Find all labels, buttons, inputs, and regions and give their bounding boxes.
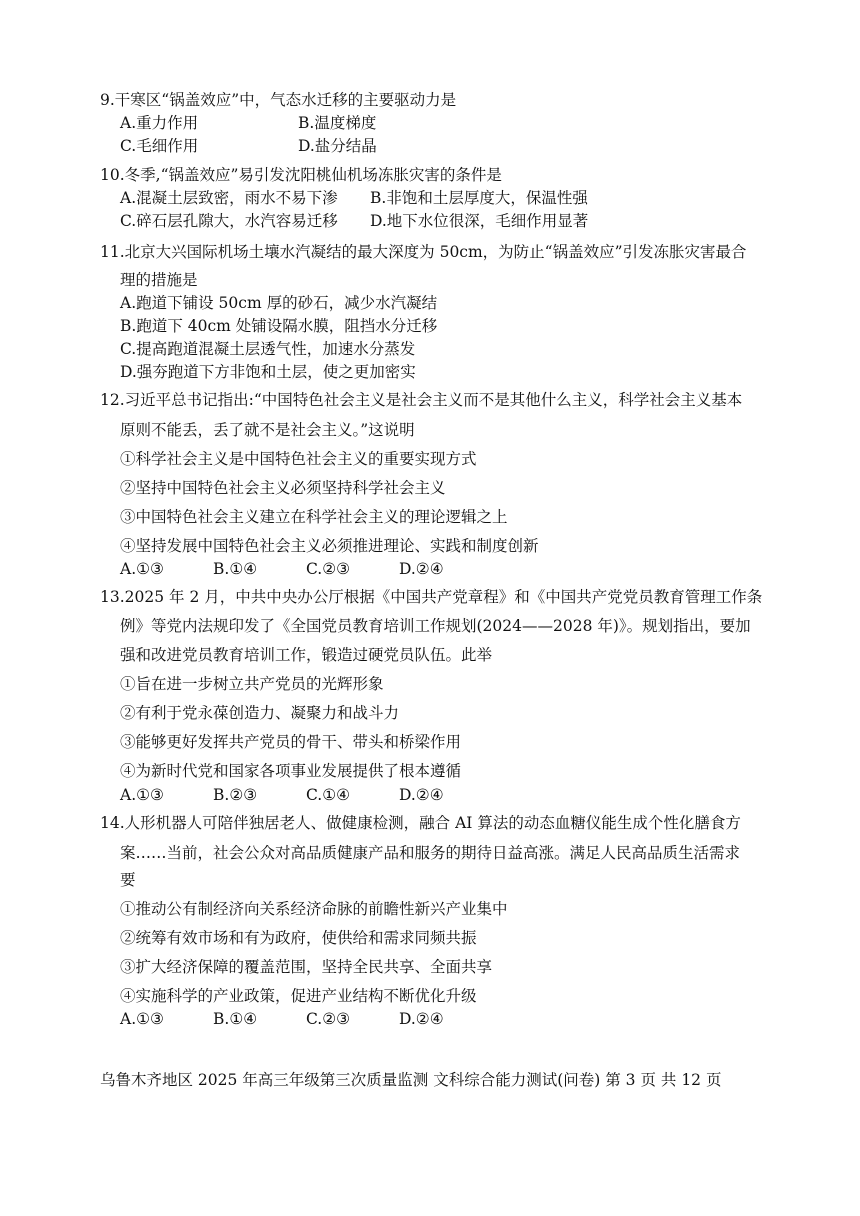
q10-option-b: B.非饱和土层厚度大，保温性强 bbox=[370, 189, 588, 207]
q13-option-a: A.①③ bbox=[120, 786, 164, 804]
q14-item-1: ①推动公有制经济向关系经济命脉的前瞻性新兴产业集中 bbox=[120, 900, 508, 918]
q14-item-3: ③扩大经济保障的覆盖范围，坚持全民共享、全面共享 bbox=[120, 958, 493, 976]
q14-option-d: D.②④ bbox=[399, 1010, 444, 1028]
q12-item-4: ④坚持发展中国特色社会主义必须推进理论、实践和制度创新 bbox=[120, 537, 539, 555]
q9-stem: 9.干寒区“锅盖效应”中，气态水迁移的主要驱动力是 bbox=[100, 91, 457, 109]
q12-option-a: A.①③ bbox=[120, 560, 164, 578]
q14-item-4: ④实施科学的产业政策，促进产业结构不断优化升级 bbox=[120, 987, 477, 1005]
q12-stem-line1: 12.习近平总书记指出:“中国特色社会主义是社会主义而不是其他什么主义，科学社会主义基本 bbox=[100, 391, 743, 409]
q14-stem-line1: 14.人形机器人可陪伴独居老人、做健康检测，融合 AI 算法的动态血糖仪能生成个性化膳食方 bbox=[100, 814, 741, 832]
q13-item-1: ①旨在进一步树立共产党员的光辉形象 bbox=[120, 675, 384, 693]
q14-stem-line3: 要 bbox=[120, 871, 136, 889]
q9-option-a: A.重力作用 bbox=[120, 114, 199, 132]
q10-stem: 10.冬季,“锅盖效应”易引发沈阳桃仙机场冻胀灾害的条件是 bbox=[100, 166, 502, 184]
q13-stem-line2: 例》等党内法规印发了《全国党员教育培训工作规划(2024——2028 年)》。规划指出，要加 bbox=[120, 617, 751, 635]
q12-item-2: ②坚持中国特色社会主义必须坚持科学社会主义 bbox=[120, 479, 446, 497]
q11-option-b: B.跑道下 40cm 处铺设隔水膜，阻挡水分迁移 bbox=[120, 317, 438, 335]
q13-option-b: B.②③ bbox=[213, 786, 258, 804]
q13-option-c: C.①④ bbox=[306, 786, 351, 804]
q13-option-d: D.②④ bbox=[399, 786, 444, 804]
q12-option-d: D.②④ bbox=[399, 560, 444, 578]
q11-stem-line1: 11.北京大兴国际机场土壤水汽凝结的最大深度为 50cm，为防止“锅盖效应”引发冻胀灾害最合 bbox=[100, 243, 747, 261]
q14-item-2: ②统筹有效市场和有为政府，使供给和需求同频共振 bbox=[120, 929, 477, 947]
q13-item-2: ②有利于党永葆创造力、凝聚力和战斗力 bbox=[120, 704, 400, 722]
q12-option-b: B.①④ bbox=[213, 560, 258, 578]
q14-option-c: C.②③ bbox=[306, 1010, 351, 1028]
q12-item-3: ③中国特色社会主义建立在科学社会主义的理论逻辑之上 bbox=[120, 508, 508, 526]
q9-option-b: B.温度梯度 bbox=[298, 114, 377, 132]
q9-option-c: C.毛细作用 bbox=[120, 137, 199, 155]
q10-option-a: A.混凝土层致密，雨水不易下渗 bbox=[120, 189, 338, 207]
q12-option-c: C.②③ bbox=[306, 560, 351, 578]
page-footer: 乌鲁木齐地区 2025 年高三年级第三次质量监测 文科综合能力测试(问卷) 第 3 页 共 12 页 bbox=[100, 1071, 722, 1089]
q14-option-b: B.①④ bbox=[213, 1010, 258, 1028]
q11-stem-line2: 理的措施是 bbox=[120, 271, 198, 289]
q13-stem-line1: 13.2025 年 2 月，中共中央办公厅根据《中国共产党章程》和《中国共产党党员教育管理工作条 bbox=[100, 588, 763, 606]
q12-stem-line2: 原则不能丢，丢了就不是社会主义。”这说明 bbox=[120, 421, 415, 439]
q14-stem-line2: 案……当前，社会公众对高品质健康产品和服务的期待日益高涨。满足人民高品质生活需求 bbox=[120, 844, 741, 862]
q13-item-4: ④为新时代党和国家各项事业发展提供了根本遵循 bbox=[120, 762, 462, 780]
q10-option-d: D.地下水位很深，毛细作用显著 bbox=[370, 212, 589, 230]
q13-stem-line3: 强和改进党员教育培训工作，锻造过硬党员队伍。此举 bbox=[120, 646, 493, 664]
q11-option-c: C.提高跑道混凝土层透气性，加速水分蒸发 bbox=[120, 340, 416, 358]
q14-option-a: A.①③ bbox=[120, 1010, 164, 1028]
q9-option-d: D.盐分结晶 bbox=[298, 137, 377, 155]
q10-option-c: C.碎石层孔隙大，水汽容易迁移 bbox=[120, 212, 338, 230]
q11-option-a: A.跑道下铺设 50cm 厚的砂石，减少水汽凝结 bbox=[120, 294, 438, 312]
q13-item-3: ③能够更好发挥共产党员的骨干、带头和桥梁作用 bbox=[120, 733, 462, 751]
q12-item-1: ①科学社会主义是中国特色社会主义的重要实现方式 bbox=[120, 450, 477, 468]
q11-option-d: D.强夯跑道下方非饱和土层，使之更加密实 bbox=[120, 363, 416, 381]
